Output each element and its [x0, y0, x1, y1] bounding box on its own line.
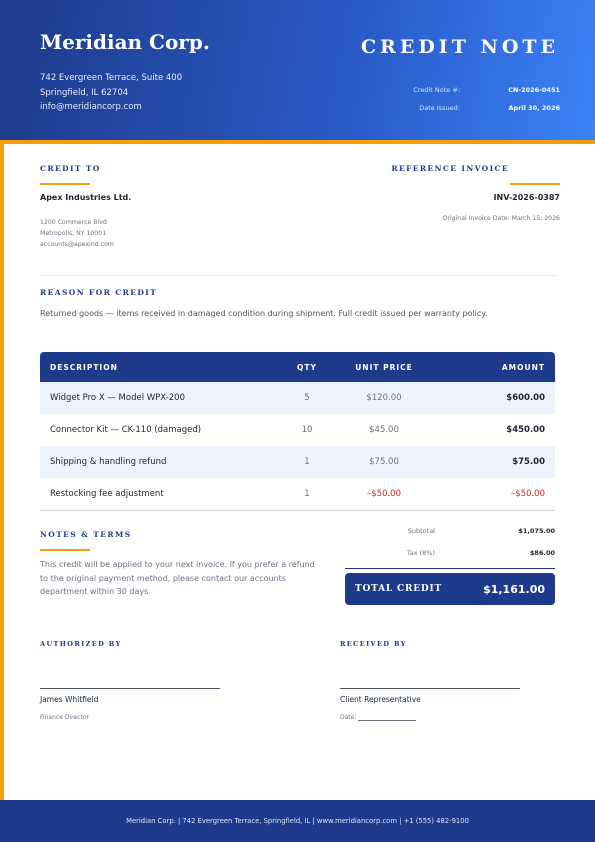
notes-heading: [40, 530, 132, 551]
item-unit-price: $120.00: [366, 393, 402, 403]
client-address-line1: 1200 Commerce Blvd: [40, 219, 107, 226]
item-amount: –$50.00: [511, 489, 545, 499]
credit-to-label: CREDIT TO: [40, 164, 101, 173]
item-description: Connector Kit — CK-110 (damaged): [50, 425, 202, 435]
notes-label: NOTES & TERMS: [40, 530, 132, 539]
item-unit-price: –$50.00: [367, 489, 401, 499]
footer-text: Meridian Corp. | 742 Evergreen Terrace, Springfield, IL | www.meridiancorp.com | +1 (555) 482-9100: [126, 817, 469, 825]
document-header: [0, 0, 595, 140]
table-bottom-rule: [40, 510, 555, 511]
item-description: Widget Pro X — Model WPX-200: [50, 393, 185, 403]
client-address: [40, 217, 114, 250]
header-amount: AMOUNT: [501, 362, 545, 372]
date-issued-label: Date Issued:: [419, 104, 460, 112]
authorized-by-label: AUTHORIZED BY: [40, 640, 122, 648]
received-name: Client Representative: [340, 695, 421, 704]
item-description: Shipping & handling refund: [50, 457, 167, 467]
item-unit-price: $75.00: [369, 457, 399, 467]
subtotal-row: [345, 520, 555, 542]
received-date-label: Date:: [340, 714, 357, 721]
item-qty: 5: [304, 393, 310, 403]
table-row: [40, 414, 555, 446]
table-header: [40, 352, 555, 382]
authorized-signature-line: [40, 688, 220, 689]
credit-note-number-row: [380, 81, 560, 99]
document-title: CREDIT NOTE: [360, 36, 559, 58]
reference-invoice-number: INV-2026-0387: [493, 193, 560, 202]
client-name: Apex Industries Ltd.: [40, 193, 132, 202]
credit-note-number-label: Credit Note #:: [413, 86, 460, 94]
section-divider: [40, 275, 555, 276]
table-row: [40, 478, 555, 510]
authorized-name: James Whitfield: [40, 695, 99, 704]
item-qty: 10: [301, 425, 313, 435]
total-credit-value: $1,161.00: [483, 582, 545, 596]
header-unit-price: UNIT PRICE: [355, 362, 413, 372]
document-meta: [380, 81, 560, 117]
notes-text: This credit will be applied to your next invoice. If you prefer a refund to the original payment method, please contact our accounts department within 30 days.: [40, 560, 315, 596]
company-email: info@meridiancorp.com: [40, 102, 142, 112]
item-qty: 1: [304, 489, 310, 499]
line-items-table: [40, 352, 555, 511]
tax-value: $86.00: [529, 549, 555, 557]
document-footer: [0, 800, 595, 842]
left-accent-bar: [0, 140, 4, 800]
company-address: [40, 71, 182, 115]
table-row: [40, 382, 555, 414]
original-invoice-date: Original Invoice Date: March 15, 2026: [442, 215, 560, 222]
authorized-signature-block: [40, 640, 220, 721]
client-email: accounts@apexind.com: [40, 241, 114, 248]
received-signature-line: [340, 688, 520, 689]
header-qty: QTY: [297, 362, 317, 372]
received-by-label: RECEIVED BY: [340, 640, 407, 648]
tax-label: Tax (8%): [406, 549, 435, 557]
date-issued-row: [380, 99, 560, 117]
item-qty: 1: [304, 457, 310, 467]
authorized-role: Finance Director: [40, 714, 89, 721]
reason-text: Returned goods — items received in damaged condition during shipment. Full credit issued per warranty policy.: [40, 309, 488, 318]
header-accent-line: [0, 140, 595, 144]
header-description: DESCRIPTION: [50, 362, 118, 372]
notes-underline: [40, 549, 90, 551]
totals-block: [345, 520, 555, 605]
company-address-line1: 742 Evergreen Terrace, Suite 400: [40, 73, 183, 83]
item-amount: $450.00: [506, 425, 545, 435]
client-address-line2: Metropolis, NY 10001: [40, 230, 107, 237]
tax-row: [345, 542, 555, 564]
reference-invoice-underline: [510, 183, 560, 185]
total-credit-box: [345, 573, 555, 605]
credit-to-underline: [40, 183, 90, 185]
reason-label: REASON FOR CREDIT: [40, 288, 158, 297]
subtotal-value: $1,075.00: [518, 527, 555, 535]
credit-note-number: CN-2026-0451: [508, 86, 560, 94]
credit-to-heading: [40, 164, 101, 185]
item-unit-price: $45.00: [369, 425, 399, 435]
subtotal-label: Subtotal: [407, 527, 435, 535]
received-signature-block: [340, 640, 520, 721]
reference-invoice-label: REFERENCE INVOICE: [391, 164, 509, 173]
company-name: Meridian Corp.: [40, 30, 210, 54]
item-amount: $75.00: [512, 457, 545, 467]
received-date: [340, 714, 520, 721]
company-address-line2: Springfield, IL 62704: [40, 87, 129, 98]
table-row: [40, 446, 555, 478]
date-issued: April 30, 2026: [508, 104, 560, 112]
received-date-line: [358, 720, 416, 721]
total-credit-label: TOTAL CREDIT: [355, 584, 443, 594]
item-description: Restocking fee adjustment: [50, 489, 164, 499]
item-amount: $600.00: [506, 393, 545, 403]
totals-rule: [345, 568, 555, 569]
